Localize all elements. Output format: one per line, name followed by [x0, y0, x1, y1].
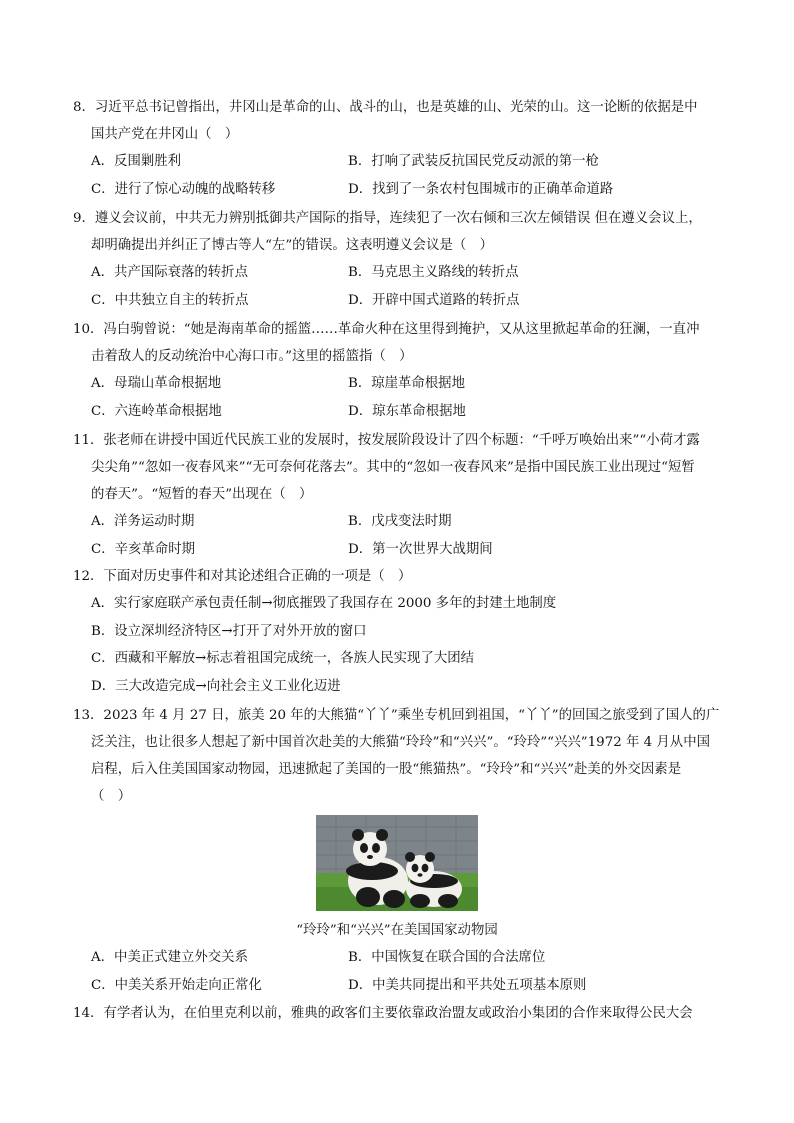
option-a[interactable]: A．母瑞山革命根据地 [91, 376, 222, 391]
option-c[interactable]: C．辛亥革命时期 [91, 541, 195, 557]
option-d[interactable]: D．琼东革命根据地 [348, 403, 466, 419]
option-b[interactable]: B．打响了武装反抗国民党反动派的第一枪 [348, 154, 599, 169]
option-c[interactable]: C．进行了惊心动魄的战略转移 [91, 181, 276, 197]
question-10 [73, 316, 733, 425]
photo-caption: “玲玲”和“兴兴”在美国国家动物园 [296, 923, 498, 938]
option-d[interactable]: D．找到了一条农村包围城市的正确革命道路 [348, 181, 614, 197]
option-c[interactable]: C．六连岭革命根据地 [91, 403, 222, 419]
options [73, 259, 733, 314]
question-9 [73, 205, 733, 314]
option-d[interactable]: D．中美共同提出和平共处五项基本原则 [348, 977, 587, 993]
question-text: 的春天”。“短暂的春天”出现在（ ） [91, 487, 313, 502]
option-b[interactable]: B．设立深圳经济特区→打开了对外开放的窗口 [91, 623, 367, 639]
option-c[interactable]: C．中美关系开始走向正常化 [91, 977, 262, 993]
question-text: 12．下面对历史事件和对其论述组合正确的一项是（ ） [73, 569, 412, 584]
question-text: 8．习近平总书记曾指出，井冈山是革命的山、战斗的山，也是英雄的山、光荣的山。这一论断的依据是中 [73, 100, 698, 115]
question-11 [73, 427, 733, 563]
question-12 [73, 563, 733, 700]
panda-photo [316, 815, 478, 911]
option-c[interactable]: C．中共独立自主的转折点 [91, 292, 249, 308]
option-b[interactable]: B．马克思主义路线的转折点 [348, 265, 519, 280]
option-b[interactable]: B．中国恢复在联合国的合法席位 [348, 950, 546, 965]
question-text: 13．2023 年 4 月 27 日，旅美 20 年的大熊猫“丫丫”乘坐专机回到祖国，“丫丫”的回国之旅受到了国人的广 [73, 708, 720, 723]
option-d[interactable]: D．第一次世界大战期间 [348, 541, 493, 557]
question-text: 启程，后入住美国国家动物园，迅速掀起了美国的一股“熊猫热”。“玲玲”和“兴兴”赴美的外交因素是 [91, 762, 682, 777]
option-d[interactable]: D．三大改造完成→向社会主义工业化迈进 [91, 678, 341, 694]
option-d[interactable]: D．开辟中国式道路的转折点 [348, 292, 520, 308]
question-text: 泛关注，也让很多人想起了新中国首次赴美的大熊猫“玲玲”和“兴兴”。“玲玲”“兴兴”1972 年 4 月从中国 [91, 735, 710, 750]
question-text: 11．张老师在讲授中国近代民族工业的发展时，按发展阶段设计了四个标题：“千呼万唤始出来”“小荷才露 [73, 433, 700, 448]
option-b[interactable]: B．琼崖革命根据地 [348, 376, 465, 391]
option-b[interactable]: B．戊戌变法时期 [348, 514, 452, 529]
question-13 [73, 702, 733, 810]
question-text: 国共产党在井冈山（ ） [91, 127, 239, 142]
question-8 [73, 94, 733, 203]
options [73, 370, 733, 425]
option-a[interactable]: A．实行家庭联产承包责任制→彻底摧毁了我国存在 2000 多年的封建土地制度 [91, 596, 557, 611]
options [73, 944, 733, 999]
question-text: 击着敌人的反动统治中心海口市。”这里的摇篮指（ ） [91, 349, 413, 364]
question-14 [73, 1000, 733, 1027]
options [73, 590, 733, 700]
question-text: 却明确提出并纠正了博古等人“左”的错误。这表明遵义会议是（ ） [91, 238, 494, 253]
options [73, 148, 733, 203]
option-c[interactable]: C．西藏和平解放→标志着祖国完成统一，各族人民实现了大团结 [91, 651, 475, 666]
question-text: 10．冯白驹曾说：“她是海南革命的摇篮……革命火种在这里得到掩护，又从这里掀起革命的狂澜，一直冲 [73, 322, 700, 337]
option-a[interactable]: A．中美正式建立外交关系 [91, 950, 248, 965]
option-a[interactable]: A．共产国际衰落的转折点 [91, 265, 248, 280]
question-text: （ ） [91, 789, 132, 804]
options [73, 508, 733, 563]
question-text: 14．有学者认为，在伯里克利以前，雅典的政客们主要依靠政治盟友或政治小集团的合作来取得公民大会 [73, 1006, 693, 1021]
question-text: 9．遵义会议前，中共无力辨别抵御共产国际的指导，连续犯了一次右倾和三次左倾错误 但在遵义会议上， [73, 211, 702, 226]
option-a[interactable]: A．洋务运动时期 [91, 514, 195, 529]
option-a[interactable]: A．反围剿胜利 [91, 154, 182, 169]
question-13-options [73, 944, 733, 999]
question-text: 尖尖角”“忽如一夜春风来”“无可奈何花落去”。其中的“忽如一夜春风来”是指中国民族工业出现过“短暂 [91, 460, 695, 475]
panda-illustration [316, 815, 478, 911]
